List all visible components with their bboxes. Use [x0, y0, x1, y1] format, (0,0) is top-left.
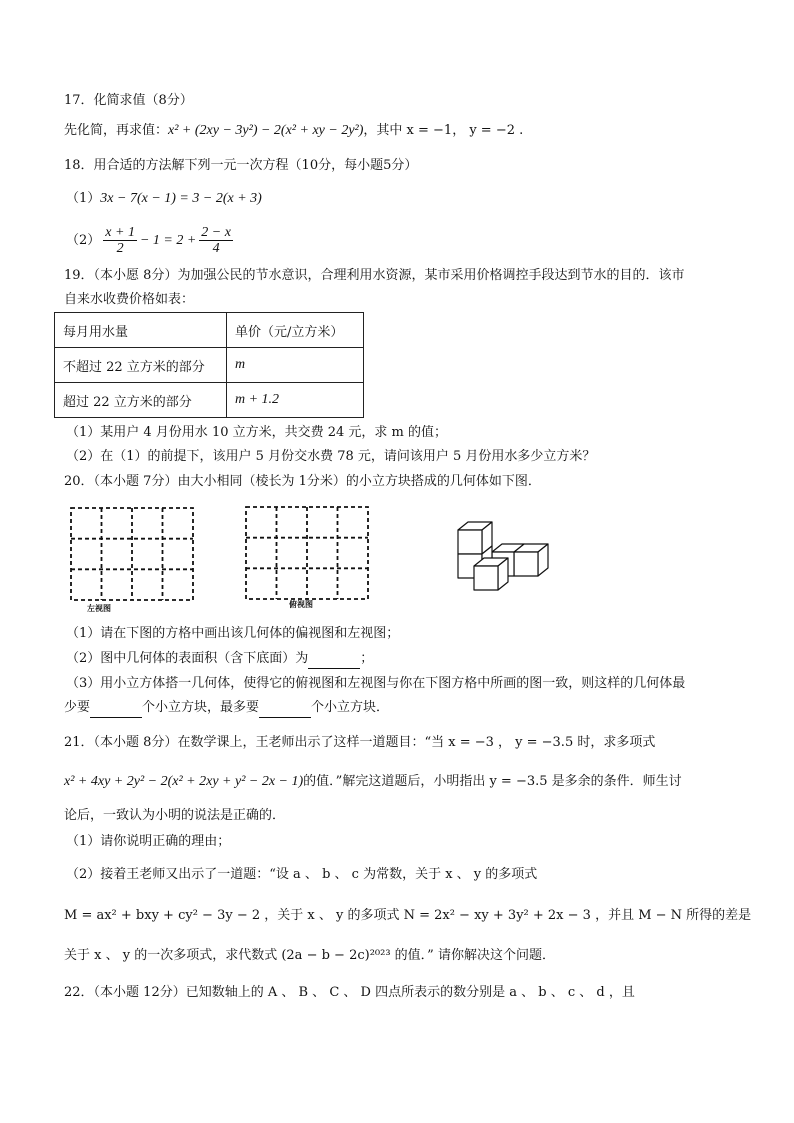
q18-fraction-2-numerator: 2 − x — [201, 225, 231, 240]
q17-prefix: 先化简，再求值： — [64, 123, 169, 138]
q18-title: 18．用合适的方法解下列一元一次方程（10分，每小题5分） — [64, 158, 418, 173]
max-cubes-answer-blank[interactable] — [259, 703, 311, 718]
q20-part2-end: ； — [360, 651, 374, 666]
q18-part2 — [66, 224, 236, 258]
table-row — [55, 383, 364, 418]
q18-fraction-1 — [103, 225, 137, 256]
q18-part1-label: （1） — [66, 191, 101, 206]
q18-part2-label: （2） — [66, 233, 101, 248]
q21-line3: 论后，一致认为小明的说法是正确的． — [64, 808, 286, 823]
q18-part1 — [66, 189, 262, 209]
table-cell: m — [227, 348, 364, 383]
q20-part3-max-text: 个小立方块，最多要 — [142, 700, 260, 715]
q20-part2-text: （2）图中几何体的表面积（含下底面）为 — [66, 651, 309, 666]
q18-fraction-1-numerator: x + 1 — [105, 225, 135, 240]
q20-part1: （1）请在下图的方格中画出该几何体的偏视图和左视图； — [66, 626, 400, 641]
min-cubes-answer-blank[interactable] — [90, 703, 142, 718]
q21-line2-rest: 的值．”解完这道题后，小明指出 y = −3.5 是多余的条件．师生讨 — [303, 774, 682, 789]
table-header-row — [55, 313, 364, 348]
q19-intro-line1: 19．（本小愿 8分）为加强公民的节水意识，合理利用水资源，某市采用价格调控手段达到节水的目的．该市 — [64, 268, 685, 283]
q17-suffix: ，其中 x = −1， y = −2 . — [363, 123, 524, 138]
q21-part1: （1）请你说明正确的理由； — [66, 834, 231, 849]
q19-intro-line2: 自来水收费价格如表： — [64, 292, 195, 307]
q19-part1: （1）某用户 4 月份用水 10 立方米，共交费 24 元，求 m 的值； — [66, 425, 448, 440]
q21-line2 — [64, 772, 682, 792]
q20-part2 — [66, 649, 373, 669]
table-cell: 超过 22 立方米的部分 — [55, 383, 227, 418]
water-price-table — [54, 312, 364, 418]
q18-fraction-2-denominator: 4 — [212, 241, 220, 256]
q18-part1-equation: 3x − 7(x − 1) = 3 − 2(x + 3) — [100, 191, 262, 206]
q18-part2-middle: − 1 = 2 + — [139, 233, 197, 248]
cube-solid-figure — [452, 518, 552, 600]
left-view-label: 左视图 — [87, 604, 111, 613]
q21-part2-line3: 关于 x 、 y 的一次多项式，求代数式 (2a − b − 2c)²⁰²³ 的值．” 请你解决这个问题． — [64, 948, 555, 963]
q21-part2-line2: M = ax² + bxy + cy² − 3y − 2 ，关于 x 、 y 的多项式 N = 2x² − xy + 3y² + 2x − 3 ，并且 M − N 所得的差是 — [64, 908, 752, 923]
q20-part3-line2 — [64, 698, 389, 718]
q21-line1: 21．（本小题 8分）在数学课上，王老师出示了这样一道题目：“当 x = −3 ， y = −3.5 时，求多项式 — [64, 735, 656, 750]
q18-fraction-1-denominator: 2 — [116, 241, 124, 256]
top-view-grid[interactable] — [245, 506, 371, 606]
left-view-grid[interactable] — [70, 507, 196, 617]
table-cell: m + 1.2 — [227, 383, 364, 418]
q17-title: 17．化简求值（8分） — [64, 93, 193, 108]
q21-polynomial: x² + 4xy + 2y² − 2(x² + 2xy + y² − 2x − 1) — [64, 774, 304, 789]
q20-title: 20．（本小题 7分）由大小相同（棱长为 1分米）的小立方块搭成的几何体如下图． — [64, 474, 541, 489]
table-cell: 不超过 22 立方米的部分 — [55, 348, 227, 383]
top-view-label: 俯视图 — [289, 600, 313, 609]
table-row — [55, 348, 364, 383]
q17-expression: x² + (2xy − 3y²) − 2(x² + xy − 2y²) — [168, 123, 364, 138]
surface-area-answer-blank[interactable] — [308, 654, 360, 669]
q19-part2: （2）在（1）的前提下，该用户 5 月份交水费 78 元，请问该用户 5 月份用水多少立方米？ — [66, 449, 596, 464]
q22-line1: 22．（本小题 12分）已知数轴上的 A 、 B 、 C 、 D 四点所表示的数分别是 a 、 b 、 c 、 d ，且 — [64, 985, 635, 1000]
q20-part3-line1: （3）用小立方体搭一几何体，使得它的俯视图和左视图与你在下图方格中所画的图一致，则这样的几何体最 — [66, 676, 686, 691]
q17-body — [64, 121, 523, 141]
table-header-cell: 每月用水量 — [55, 313, 227, 348]
q18-fraction-2 — [199, 225, 233, 256]
table-header-cell: 单价（元/立方米） — [227, 313, 364, 348]
q20-part3-end: 个小立方块． — [311, 700, 390, 715]
q20-part3-min-text: 少要 — [64, 700, 91, 715]
q21-part2-line1: （2）接着王老师又出示了一道题：“设 a 、 b 、 c 为常数，关于 x 、 y 的多项式 — [66, 867, 538, 882]
